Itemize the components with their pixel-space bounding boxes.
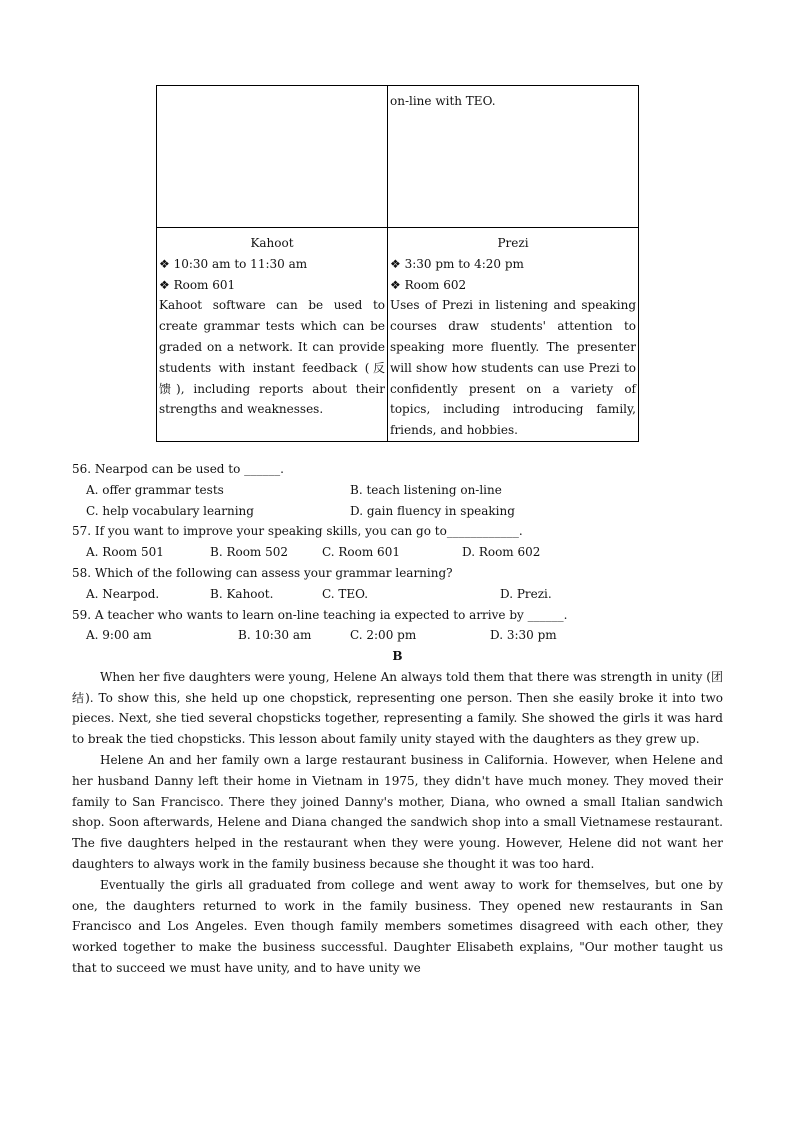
kahoot-title: Kahoot xyxy=(250,236,294,250)
kahoot-room: ❖ Room 601 xyxy=(159,277,236,292)
option-b: B. teach listening on-line xyxy=(350,482,502,497)
prezi-time: ❖ 3:30 pm to 4:20 pm xyxy=(390,256,524,271)
option-d: D. gain fluency in speaking xyxy=(350,503,515,518)
kahoot-description: Kahoot software can be used to create grammar tests which can be graded on a network. It can provide students with instant feedback (反馈), including reports about their strengths and weaknesses. xyxy=(159,298,385,417)
option-a: A. 9:00 am xyxy=(86,628,152,643)
table-cell-continued xyxy=(388,86,639,228)
passage-paragraph: When her five daughters were young, Helene An always told them that there was strength in unity (团结). To show this, she held up one chopstick, representing one person. Then she easily broke it into two pieces. Next, she tied several chopsticks together, representing a family. She showed the girls it was hard to break the tied chopsticks. This lesson about family unity stayed with the daughters as they grew up. xyxy=(72,669,723,747)
option-c: C. 2:00 pm xyxy=(350,628,417,643)
option-row xyxy=(72,501,732,522)
prezi-cell xyxy=(388,228,639,442)
option-row xyxy=(72,625,732,646)
option-b: B. 10:30 am xyxy=(238,628,312,643)
option-b: B. Kahoot. xyxy=(210,586,274,601)
option-c: C. Room 601 xyxy=(322,545,400,560)
table-cell-empty xyxy=(157,86,388,228)
question-stem: 56. Nearpod can be used to ______. xyxy=(72,462,284,476)
table-row xyxy=(157,228,639,442)
option-c: C. TEO. xyxy=(322,586,369,601)
option-a: A. offer grammar tests xyxy=(86,482,224,497)
section-title: B xyxy=(392,649,403,663)
workshop-table xyxy=(156,85,639,442)
prezi-room: ❖ Room 602 xyxy=(390,277,467,292)
option-row xyxy=(72,480,732,501)
question-stem: 57. If you want to improve your speaking skills, you can go to____________. xyxy=(72,524,523,539)
question-stem: 59. A teacher who wants to learn on-line teaching ia expected to arrive by ______. xyxy=(72,607,568,622)
passage-paragraph: Eventually the girls all graduated from college and went away to work for themselves, but one by one, the daughters returned to work in the family business. They opened new restaurants in San Francisco and Los Angeles. Even though family members sometimes disagreed with each other, they worked together to make the business successful. Daughter Elisabeth explains, "Our mother taught us that to succeed we must have unity, and to have unity we xyxy=(72,877,723,975)
option-a: A. Nearpod. xyxy=(86,586,160,601)
option-d: D. Prezi. xyxy=(500,586,552,601)
passage-paragraph: Helene An and her family own a large restaurant business in California. However, when Helene and her husband Danny left their home in Vietnam in 1975, they didn't have much money. They moved their family to San Francisco. There they joined Danny's mother, Diana, who owned a small Italian sandwich shop. Soon afterwards, Helene and Diana changed the sandwich shop into a small Vietnamese restaurant. The five daughters helped in the restaurant when they were young. However, Helene did not want her daughters to always work in the family business because she thought it was too hard. xyxy=(72,752,723,871)
passage-b xyxy=(72,646,723,979)
kahoot-cell xyxy=(157,228,388,442)
questions-block xyxy=(72,459,732,646)
option-a: A. Room 501 xyxy=(86,545,164,560)
prezi-description: Uses of Prezi in listening and speaking courses draw students' attention to speaking more fluently. The presenter will show how students can use Prezi to confidently present on a variety of topics, including introducing family, friends, and hobbies. xyxy=(390,298,636,438)
option-d: D. 3:30 pm xyxy=(490,628,557,643)
continued-text: on-line with TEO. xyxy=(390,94,496,108)
question-stem: 58. Which of the following can assess your grammar learning? xyxy=(72,565,453,580)
table-row xyxy=(157,86,639,228)
option-c: C. help vocabulary learning xyxy=(86,503,254,518)
option-b: B. Room 502 xyxy=(210,545,289,560)
kahoot-time: ❖ 10:30 am to 11:30 am xyxy=(159,256,308,271)
option-row xyxy=(72,542,732,563)
option-row xyxy=(72,584,732,605)
prezi-title: Prezi xyxy=(497,236,529,250)
option-d: D. Room 602 xyxy=(462,545,541,560)
